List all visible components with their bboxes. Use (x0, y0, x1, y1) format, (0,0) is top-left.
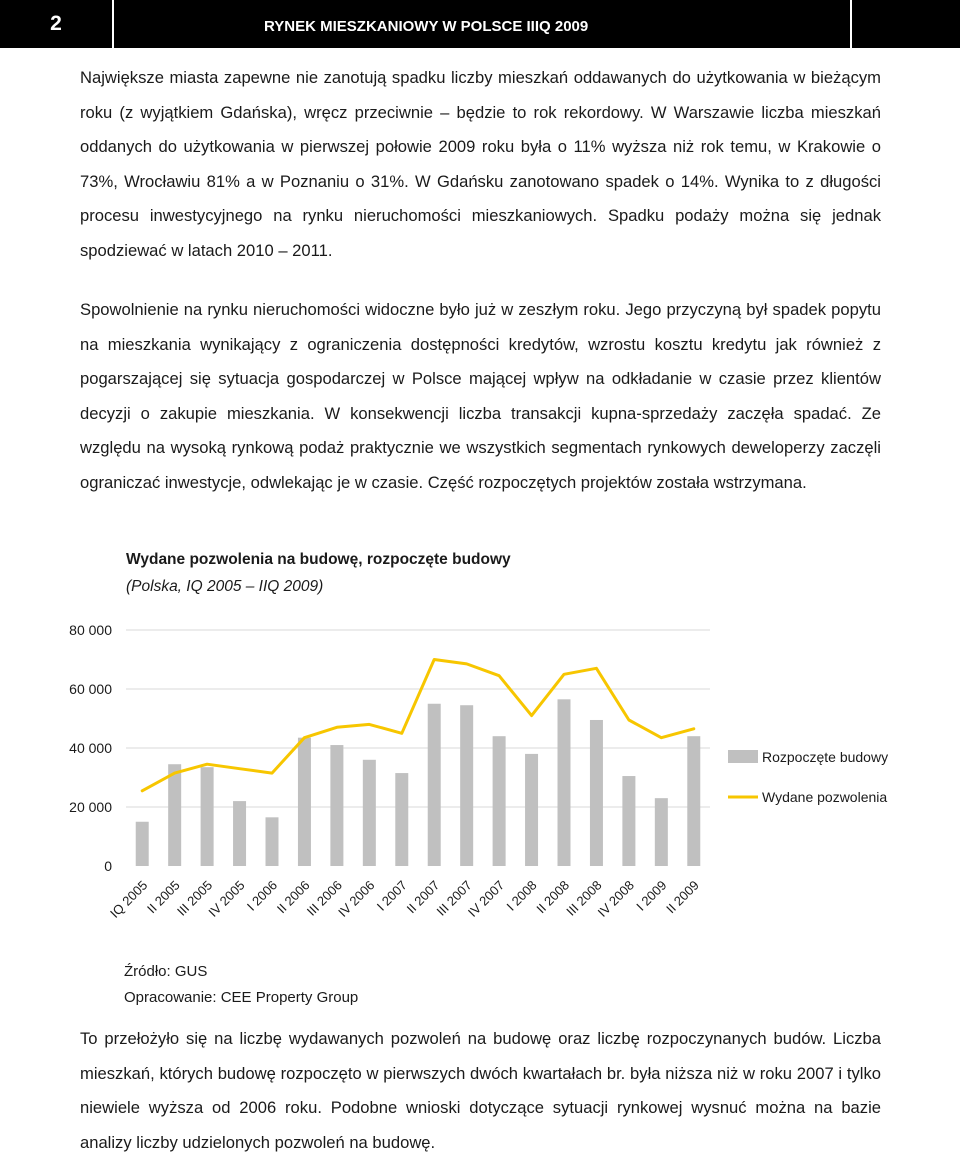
x-tick-label: I 2007 (373, 877, 410, 914)
paragraph-cities: Największe miasta zapewne nie zanotują spadku liczby mieszkań oddawanych do użytkowania w bieżącym roku (z wyjątkiem Gdańska), wręcz przeciwnie – będzie to rok rekordowy. W Warszawie liczba mieszkań oddanych do użytkowania w pierwszej połowie 2009 roku była o 11% wyższa niż rok temu, w Krakowie o 73%, Wrocławiu 81% a w Poznaniu o 31%. W Gdańsku zanotowano spadek o 14%. Wynika to z długości procesu inwestycyjnego na rynku nieruchomości mieszkaniowych. Spadku podaży można się jednak spodziewać w latach 2010 – 2011. (80, 68, 881, 260)
x-tick-label: I 2006 (243, 877, 281, 914)
x-tick-label: II 2006 (273, 877, 313, 917)
x-tick-label: IV 2005 (205, 877, 248, 920)
paragraph-slowdown: Spowolnienie na rynku nieruchomości widoczne było już w zeszłym roku. Jego przyczyną był spadek popytu na mieszkania wynikający z ograniczenia dostępności kredytów, wzrostu kosztu kredytu jak również z pogarszającej się sytuacja gospodarczej w Polsce mającej wpływ na odkładanie w czasie przez klientów decyzji o zakupie mieszkania. W konsekwencji liczba transakcji kupna-sprzedaży zaczęła spadać. Ze względu na wysoką rynkową podaż praktycznie we wszystkich segmentach rynkowych deweloperzy zaczęli ograniczać inwestycje, odwlekając je w czasie. Część rozpoczętych projektów została wstrzymana. (80, 300, 881, 492)
bar-starts (558, 699, 571, 866)
page-header (0, 0, 960, 48)
x-tick-label: III 2008 (563, 877, 605, 919)
x-tick-label: II 2009 (663, 877, 702, 917)
x-tick-label: II 2007 (403, 877, 443, 917)
document-title: RYNEK MIESZKANIOWY W POLSCE IIIQ 2009 (264, 18, 589, 35)
x-tick-label: III 2007 (433, 877, 475, 919)
chart-y-axis (69, 622, 112, 874)
paragraph-permits: To przełożyło się na liczbę wydawanych pozwoleń na budowę oraz liczbę rozpoczynanych budów. Liczba mieszkań, których budowę rozpoczęto w pierwszych dwóch kwartałach br. była niższa niż w roku 2007 i tylko niewiele wyższa od 2006 roku. Podobne wnioski dotyczące sytuacji rynkowej wysnuć można na bazie analizy liczby udzielonych pozwoleń na budowę. (80, 1029, 881, 1152)
bar-starts (622, 776, 635, 866)
line-permits (142, 660, 694, 791)
bar-starts (136, 822, 149, 866)
chart-bars (136, 699, 701, 866)
y-tick-label: 0 (104, 858, 112, 874)
x-tick-label: II 2008 (533, 877, 573, 917)
bar-starts (687, 736, 700, 866)
y-tick-label: 40 000 (69, 740, 112, 756)
chart-prepared-by: Opracowanie: CEE Property Group (124, 989, 359, 1006)
bar-starts (201, 767, 214, 866)
bar-starts (655, 798, 668, 866)
legend-swatch-bars (728, 750, 758, 763)
bar-starts (493, 736, 506, 866)
chart-line-series (142, 660, 694, 791)
chart-source: Źródło: GUS (124, 963, 208, 980)
x-tick-label: IV 2006 (335, 877, 378, 920)
chart-legend (728, 749, 888, 805)
bar-starts (233, 801, 246, 866)
x-tick-label: I 2009 (633, 877, 670, 914)
legend-label-bars: Rozpoczęte budowy (762, 749, 889, 765)
x-tick-label: I 2008 (503, 877, 540, 914)
x-tick-label: IV 2007 (464, 877, 508, 920)
bar-starts (298, 738, 311, 866)
legend-label-line: Wydane pozwolenia (762, 789, 888, 805)
chart-title: Wydane pozwolenia na budowę, rozpoczęte budowy (126, 551, 511, 568)
chart-subtitle: (Polska, IQ 2005 – IIQ 2009) (126, 578, 324, 595)
bar-starts (168, 764, 181, 866)
bar-starts (330, 745, 343, 866)
y-tick-label: 60 000 (69, 681, 112, 697)
permits-starts-chart (0, 600, 960, 960)
x-tick-label: III 2005 (173, 877, 216, 919)
x-tick-label: II 2005 (144, 877, 183, 917)
bar-starts (590, 720, 603, 866)
x-tick-label: IQ 2005 (107, 877, 151, 921)
y-tick-label: 80 000 (69, 622, 112, 638)
x-tick-label: IV 2008 (594, 877, 638, 920)
bar-starts (428, 704, 441, 866)
bar-starts (460, 705, 473, 866)
page-number: 2 (50, 12, 62, 35)
bar-starts (363, 760, 376, 866)
bar-starts (266, 817, 279, 866)
bar-starts (395, 773, 408, 866)
y-tick-label: 20 000 (69, 799, 112, 815)
header-divider-right (850, 0, 852, 48)
header-divider-left (112, 0, 114, 48)
x-tick-label: III 2006 (303, 877, 346, 919)
chart-x-axis (107, 878, 702, 921)
bar-starts (525, 754, 538, 866)
